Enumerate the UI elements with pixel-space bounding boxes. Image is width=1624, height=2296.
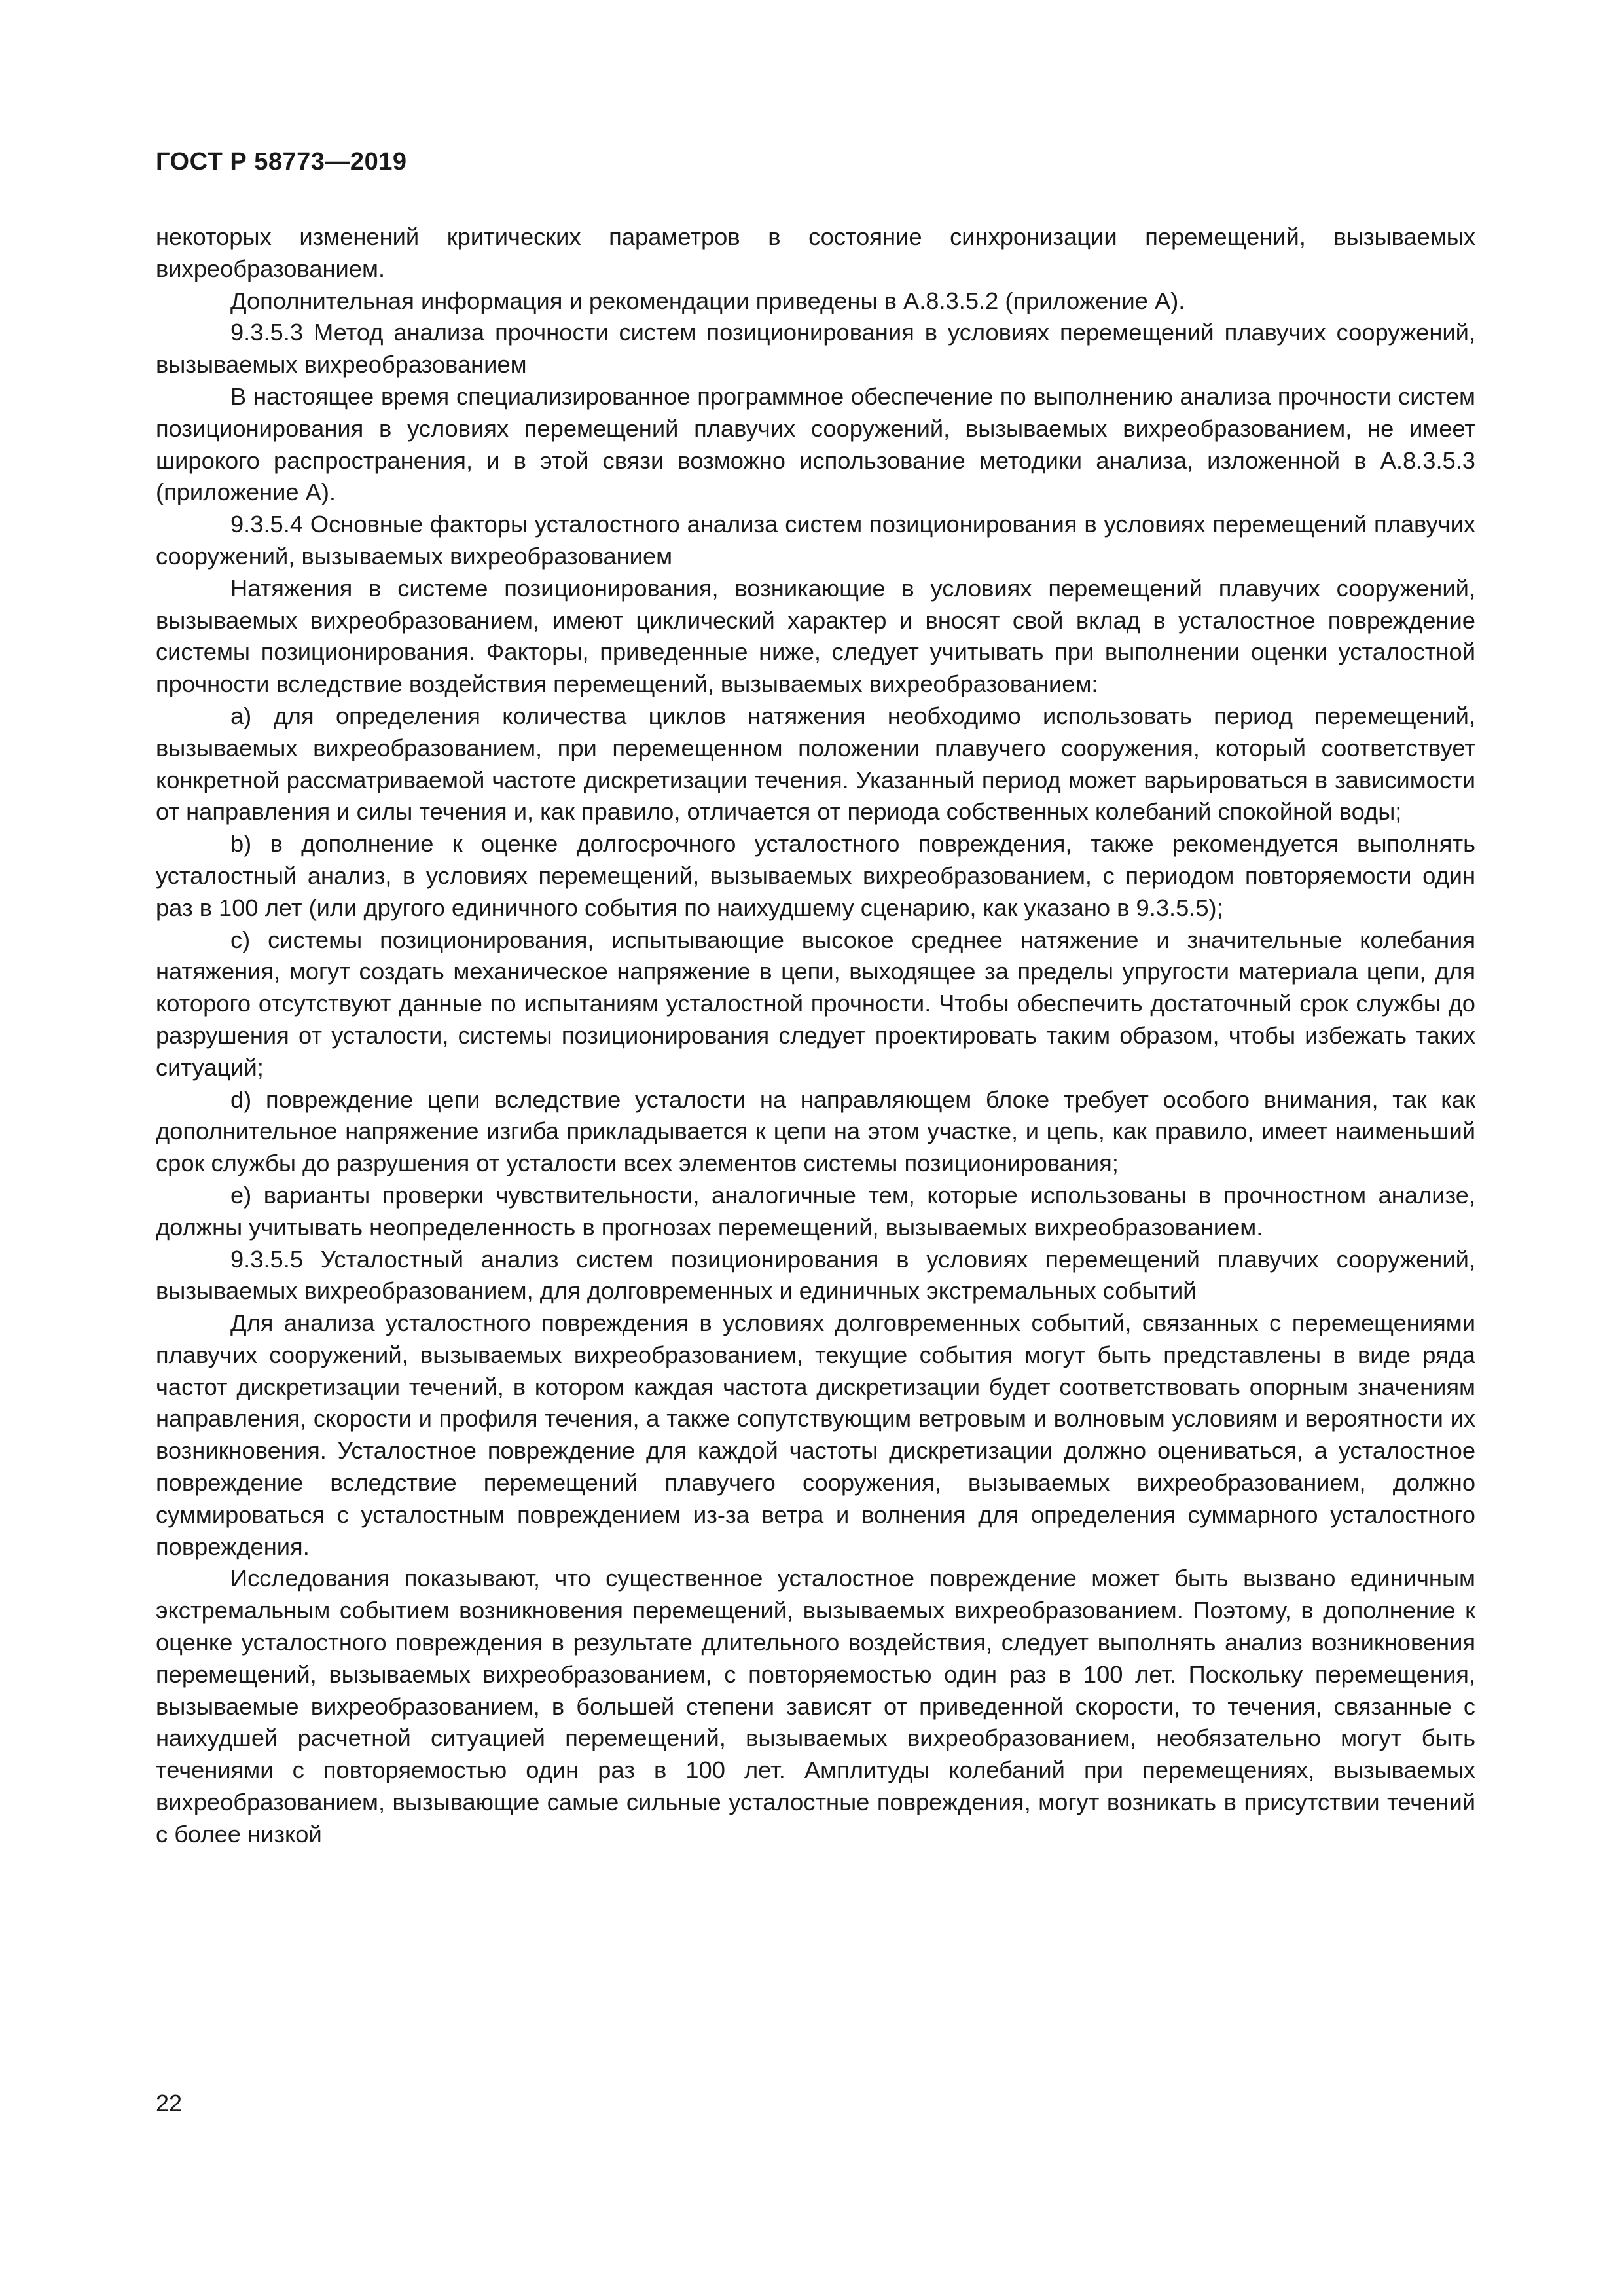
document-body (156, 221, 1475, 1851)
list-item-e: e) варианты проверки чувствительности, аналогичные тем, которые использованы в прочностном анализе, должны учитывать неопределенность в прогнозах перемещений, вызываемых вихреобразованием. (156, 1181, 1475, 1241)
section-heading-9-3-5-5: 9.3.5.5 Усталостный анализ систем позиционирования в условиях перемещений плавучих сооружений, вызываемых вихреобразованием, для долговременных и единичных экстремальных событий (156, 1245, 1475, 1305)
paragraph: Исследования показывают, что существенное усталостное повреждение может быть вызвано единичным экстремальным событием возникновения перемещений, вызываемых вихреобразованием. Поэтому, в дополнение к оценке усталостного повреждения в результате длительного воздействия, следует выполнять анализ возникновения перемещений, вызываемых вихреобразованием, с повторяемостью один раз в 100 лет. Поскольку перемещения, вызываемые вихреобразованием, в большей степени зависят от приведенной скорости, то течения, связанные с наихудшей расчетной ситуацией перемещений, вызываемых вихреобразованием, необязательно могут быть течениями с повторяемостью один раз в 100 лет. Амплитуды колебаний при перемещениях, вызываемых вихреобразованием, вызывающие самые сильные усталостные повреждения, могут возникать в присутствии течений с более низкой (156, 1565, 1475, 1848)
page-number: 22 (156, 2090, 183, 2117)
section-heading-9-3-5-4: 9.3.5.4 Основные факторы усталостного анализа систем позиционирования в условиях перемещений плавучих сооружений, вызываемых вихреобразованием (156, 511, 1475, 570)
paragraph-continuation: некоторых изменений критических параметров в состояние синхронизации перемещений, вызываемых вихреобразованием. (156, 223, 1475, 282)
paragraph: Натяжения в системе позиционирования, возникающие в условиях перемещений плавучих сооружений, вызываемых вихреобразованием, имеют циклический характер и вносят свой вклад в усталостное повреждение системы позиционирования. Факторы, приведенные ниже, следует учитывать при выполнении оценки усталостной прочности вследствие воздействия перемещений, вызываемых вихреобразованием: (156, 574, 1475, 698)
list-item-d: d) повреждение цепи вследствие усталости на направляющем блоке требует особого внимания, так как дополнительное напряжение изгиба прикладывается к цепи на этом участке, и цепь, как правило, имеет наименьший срок службы до разрушения от усталости всех элементов системы позиционирования; (156, 1085, 1475, 1177)
paragraph: Дополнительная информация и рекомендации приведены в А.8.3.5.2 (приложение А). (230, 287, 1185, 314)
section-heading-9-3-5-3: 9.3.5.3 Метод анализа прочности систем позиционирования в условиях перемещений плавучих сооружений, вызываемых вихреобразованием (156, 319, 1475, 378)
paragraph: Для анализа усталостного повреждения в условиях долговременных событий, связанных с перемещениями плавучих сооружений, вызываемых вихреобразованием, текущие события могут быть представлены в виде ряда частот дискретизации течений, в котором каждая частота дискретизации будет соответствовать опорным значениям направления, скорости и профиля течения, а также сопутствующим ветровым и волновым условиям и вероятности их возникновения. Усталостное повреждение для каждой частоты дискретизации должно оцениваться, а усталостное повреждение вследствие перемещений плавучего сооружения, вызываемых вихреобразованием, должно суммироваться с усталостным повреждением из-за ветра и волнения для определения суммарного усталостного повреждения. (156, 1309, 1475, 1560)
document-header: ГОСТ Р 58773—2019 (156, 148, 407, 175)
list-item-b: b) в дополнение к оценке долгосрочного усталостного повреждения, также рекомендуется выполнять усталостный анализ, в условиях перемещений, вызываемых вихреобразованием, с периодом повторяемости один раз в 100 лет (или другого единичного события по наихудшему сценарию, как указано в 9.3.5.5); (156, 830, 1475, 921)
paragraph: В настоящее время специализированное программное обеспечение по выполнению анализа прочности систем позиционирования в условиях перемещений плавучих сооружений, вызываемых вихреобразованием, не имеет широкого распространения, и в этой связи возможно использование методики анализа, изложенной в А.8.3.5.3 (приложение А). (156, 382, 1475, 506)
list-item-a: a) для определения количества циклов натяжения необходимо использовать период перемещений, вызываемых вихреобразованием, при перемещенном положении плавучего сооружения, который соответствует конкретной рассматриваемой частоте дискретизации течения. Указанный период может варьироваться в зависимости от направления и силы течения и, как правило, отличается от периода собственных колебаний спокойной воды; (156, 702, 1475, 826)
list-item-c: c) системы позиционирования, испытывающие высокое среднее натяжение и значительные колебания натяжения, могут создать механическое напряжение в цепи, выходящее за пределы упругости материала цепи, для которого отсутствуют данные по испытаниям усталостной прочности. Чтобы обеспечить достаточный срок службы до разрушения от усталости, системы позиционирования следует проектировать таким образом, чтобы избежать таких ситуаций; (156, 926, 1475, 1081)
